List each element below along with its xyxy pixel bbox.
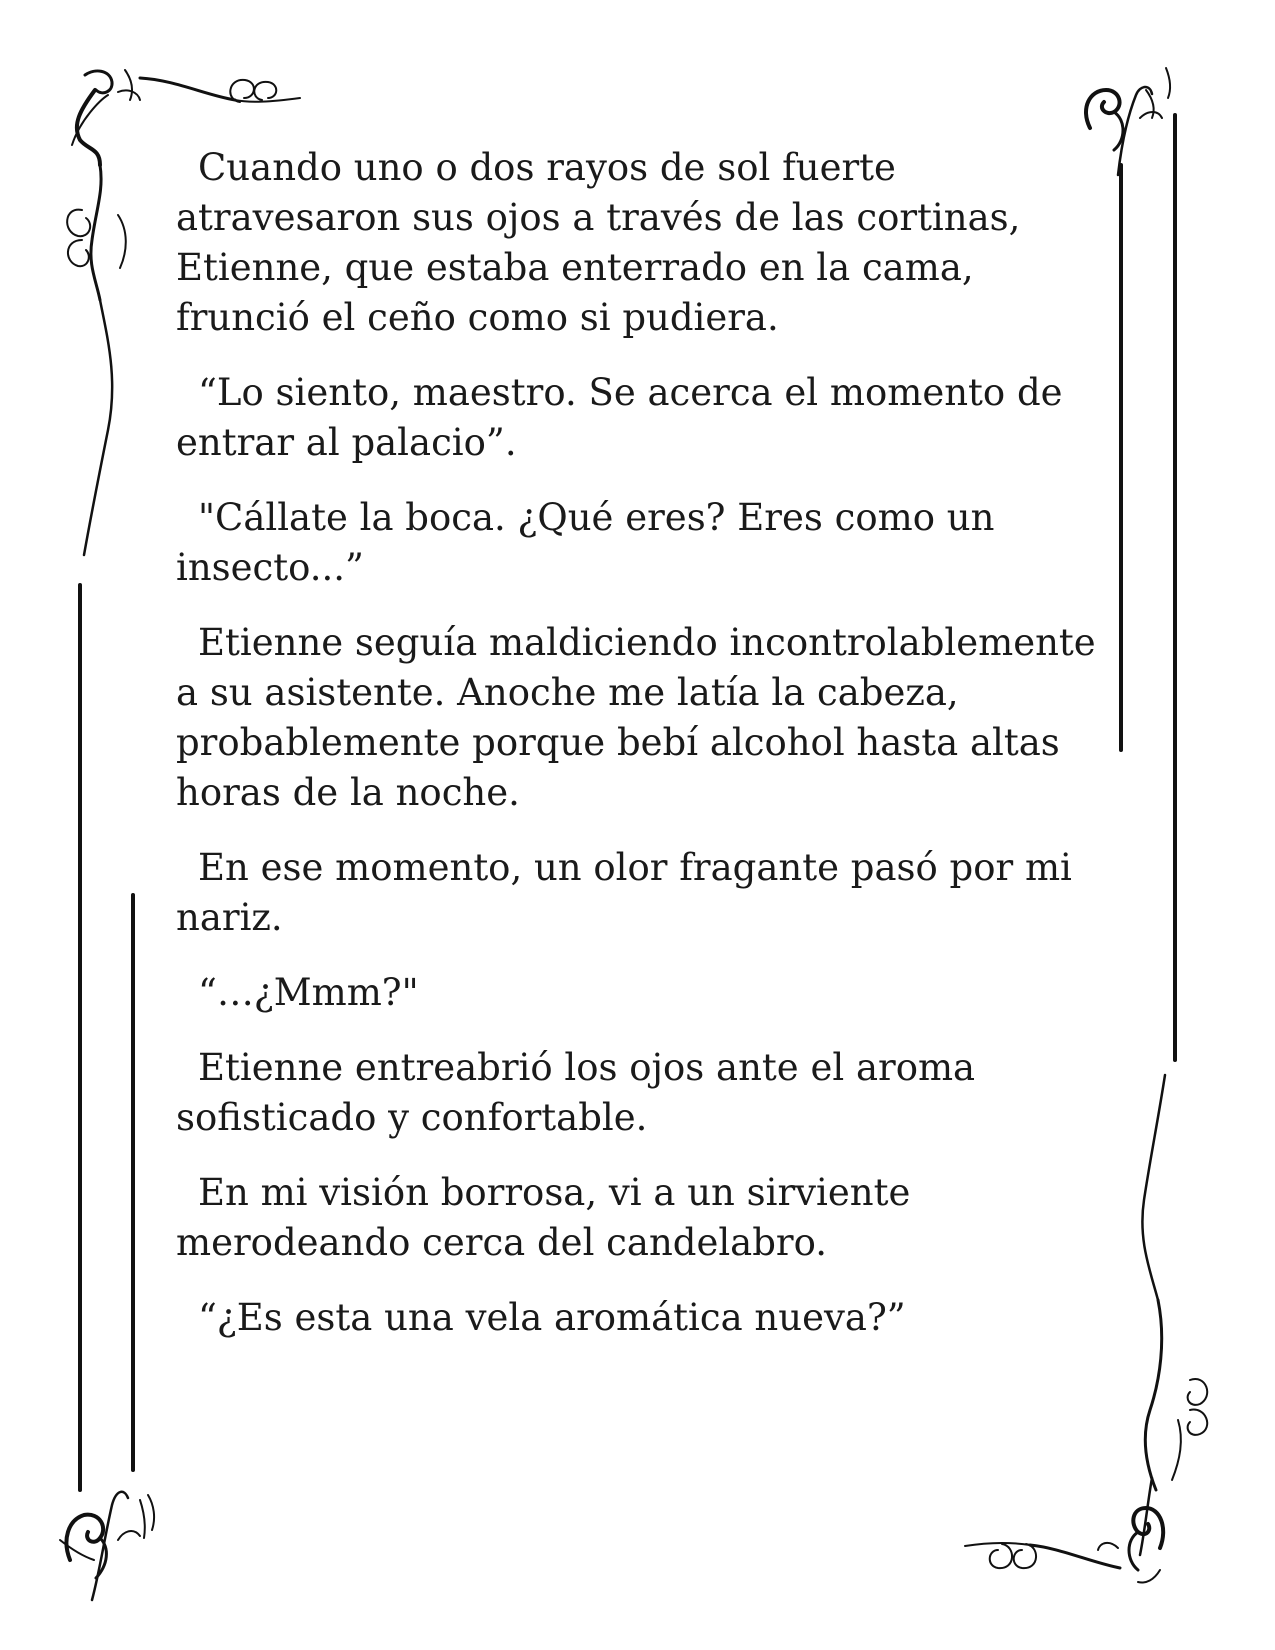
paragraph: Cuando uno o dos rayos de sol fuerte atravesaron sus ojos a través de las cortinas, Etienne, que estaba enterrado en la cama, frunció el ceño como si pudiera. [176,146,1021,339]
paragraph: En ese momento, un olor fragante pasó por mi nariz. [176,846,1072,939]
paragraph: “¿Es esta una vela aromática nueva?” [198,1296,906,1339]
paragraph: Etienne seguía maldiciendo incontrolablemente a su asistente. Anoche me latía la cabeza, probablemente porque bebí alcohol hasta altas horas de la noche. [176,621,1096,814]
paragraph: “…¿Mmm?" [198,971,419,1014]
paragraph: “Lo siento, maestro. Se acerca el momento de entrar al palacio”. [176,371,1063,464]
document-body [176,143,1096,1368]
paragraph: Etienne entreabrió los ojos ante el aroma sofisticado y confortable. [176,1046,976,1139]
paragraph: "Cállate la boca. ¿Qué eres? Eres como un insecto...” [176,496,995,589]
bottom-left-flourish-icon [60,1492,154,1600]
paragraph: En mi visión borrosa, vi a un sirviente merodeando cerca del candelabro. [176,1171,911,1264]
top-right-flourish-icon [1086,68,1170,175]
